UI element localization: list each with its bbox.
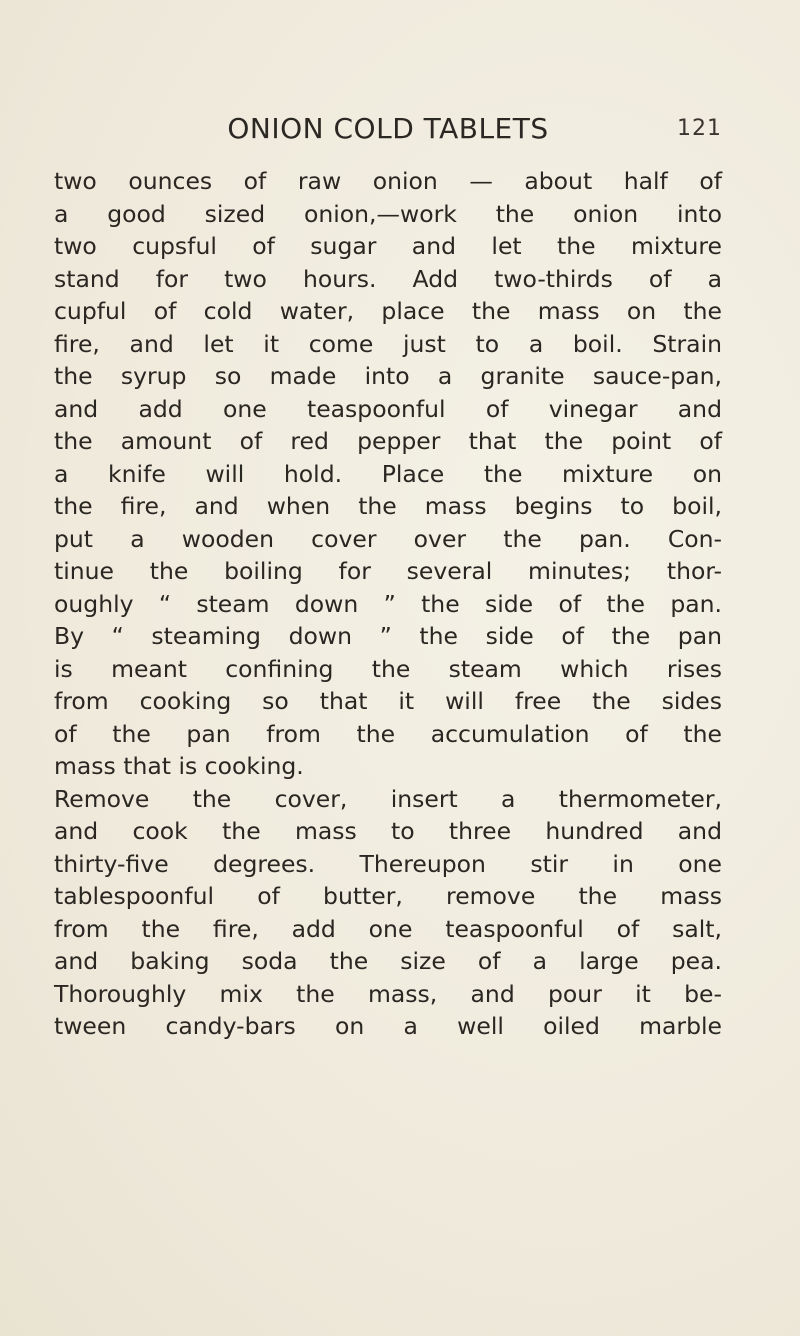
text-line: and cook the mass to three hundred and: [54, 817, 722, 845]
text-line: tween candy-bars on a well oiled marble: [54, 1012, 722, 1040]
paragraph-end-line: mass that is cooking.: [54, 752, 304, 780]
text-line: thirty-five degrees. Thereupon stir in one: [54, 849, 722, 878]
text-line: tablespoonful of butter, remove the mass: [54, 882, 722, 910]
text-line: oughly “ steam down ” the side of the pan.: [54, 589, 722, 618]
text-line: and baking soda the size of a large pea.: [54, 947, 722, 975]
text-line: from cooking so that it will free the sides: [54, 687, 722, 715]
text-line: is meant confining the steam which rises: [54, 654, 722, 683]
text-line: a good sized onion,—work the onion into: [54, 199, 722, 228]
text-line: tinue the boiling for several minutes; thor-: [54, 557, 722, 585]
text-line: By “ steaming down ” the side of the pan: [54, 622, 722, 650]
text-line: from the fire, add one teaspoonful of salt,: [54, 914, 722, 943]
text-line: stand for two hours. Add two-thirds of a: [54, 264, 722, 293]
text-line: two ounces of raw onion — about half of: [54, 167, 722, 195]
text-line: the syrup so made into a granite sauce-pan,: [54, 362, 722, 390]
running-head: [54, 112, 722, 156]
text-line: of the pan from the accumulation of the: [54, 719, 722, 748]
text-line: Thoroughly mix the mass, and pour it be-: [54, 979, 722, 1008]
text-line: put a wooden cover over the pan. Con-: [54, 524, 722, 553]
text-line: two cupsful of sugar and let the mixture: [54, 232, 722, 260]
running-title: ONION COLD TABLETS: [227, 112, 549, 145]
page-number: 121: [677, 116, 722, 141]
text-line: the amount of red pepper that the point of: [54, 427, 722, 455]
text-line: cupful of cold water, place the mass on the: [54, 297, 722, 325]
text-line: a knife will hold. Place the mixture on: [54, 459, 722, 488]
text-line: and add one teaspoonful of vinegar and: [54, 394, 722, 423]
text-line: fire, and let it come just to a boil. Strain: [54, 329, 722, 358]
text-line: the fire, and when the mass begins to boil,: [54, 492, 722, 520]
paragraph-start-line: Remove the cover, insert a thermometer,: [54, 784, 722, 813]
body-text: [54, 165, 722, 1043]
